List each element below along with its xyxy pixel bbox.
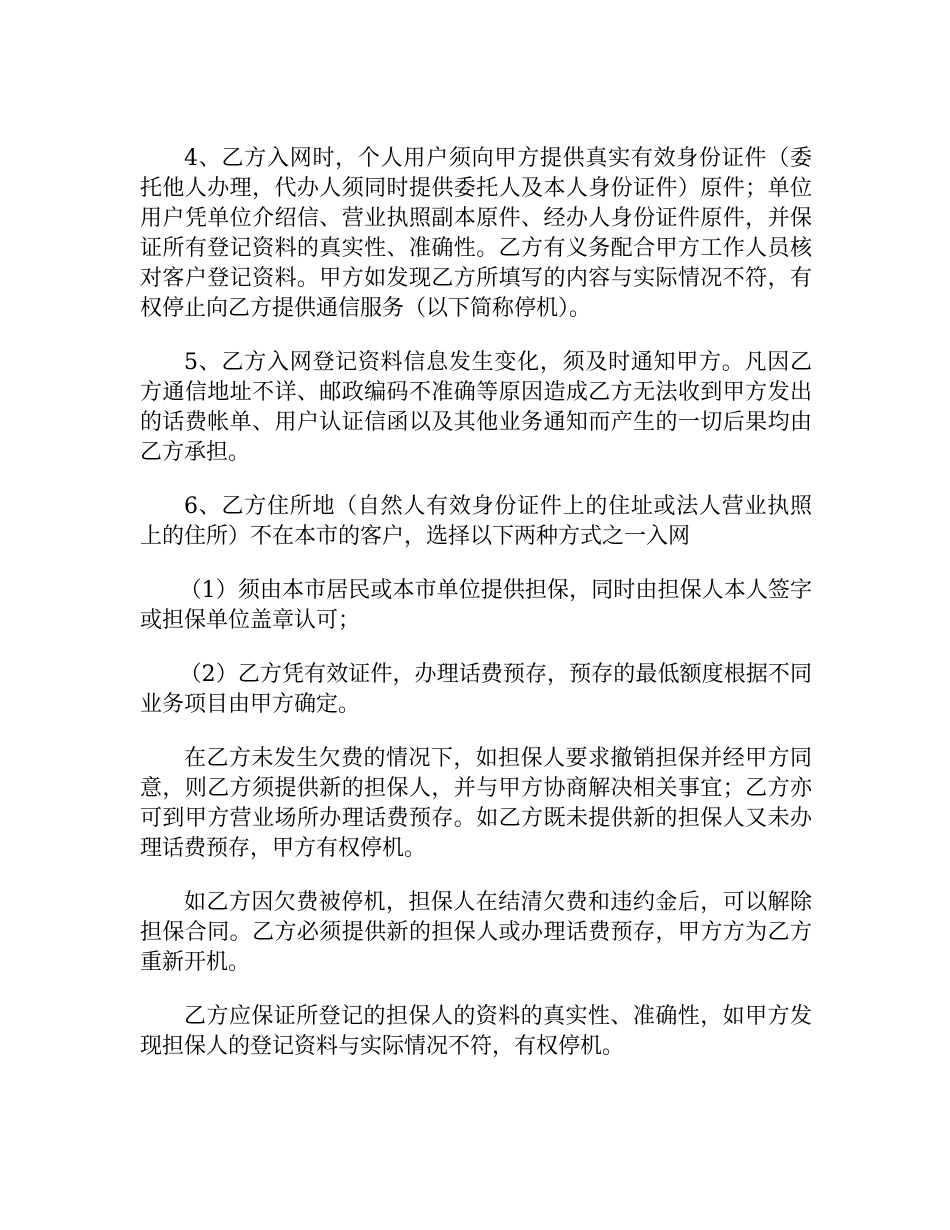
guarantee-release-paragraph: 如乙方因欠费被停机，担保人在结清欠费和违约金后，可以解除担保合同。乙方必须提供新的担保人或办理话费预存，甲方方为乙方重新开机。 xyxy=(140,890,812,975)
clause-4-paragraph: 4、乙方入网时，个人用户须向甲方提供真实有效身份证件（委托他人办理，代办人须同时提供委托人及本人身份证件）原件；单位用户凭单位介绍信、营业执照副本原件、经办人身份证件原件，并保证所有登记资料的真实性、准确性。乙方有义务配合甲方工作人员核对客户登记资料。甲方如发现乙方所填写的内容与实际情况不符，有权停止向乙方提供通信服务（以下简称停机）。 xyxy=(140,146,812,321)
clause-6-option-2-paragraph: （2）乙方凭有效证件，办理话费预存，预存的最低额度根据不同业务项目由甲方确定。 xyxy=(140,662,812,717)
guarantor-accuracy-paragraph: 乙方应保证所登记的担保人的资料的真实性、准确性，如甲方发现担保人的登记资料与实际情况不符，有权停机。 xyxy=(140,1004,812,1059)
document-body xyxy=(140,144,812,1086)
clause-5-paragraph: 5、乙方入网登记资料信息发生变化，须及时通知甲方。凡因乙方通信地址不详、邮政编码不准确等原因造成乙方无法收到甲方发出的话费帐单、用户认证信函以及其他业务通知而产生的一切后果均由乙方承担。 xyxy=(140,350,812,465)
clause-6-paragraph: 6、乙方住所地（自然人有效身份证件上的住址或法人营业执照上的住所）不在本市的客户，选择以下两种方式之一入网 xyxy=(140,494,812,549)
clause-6-option-1-paragraph: （1）须由本市居民或本市单位提供担保，同时由担保人本人签字或担保单位盖章认可； xyxy=(140,578,812,633)
guarantee-withdrawal-paragraph: 在乙方未发生欠费的情况下，如担保人要求撤销担保并经甲方同意，则乙方须提供新的担保人，并与甲方协商解决相关事宜；乙方亦可到甲方营业场所办理话费预存。如乙方既未提供新的担保人又未办理话费预存，甲方有权停机。 xyxy=(140,746,812,861)
